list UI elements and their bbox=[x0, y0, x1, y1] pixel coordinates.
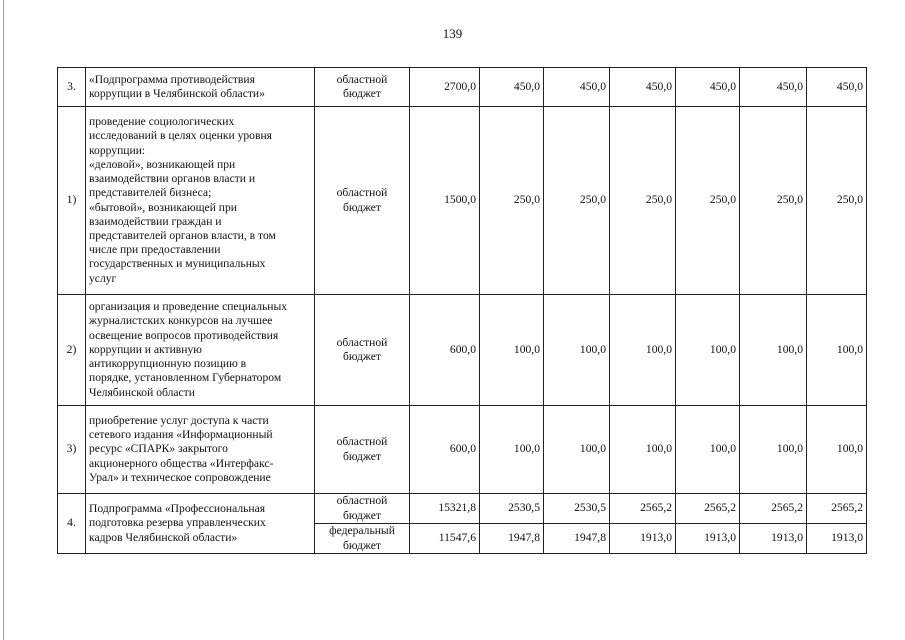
text-line: представителей бизнеса; bbox=[89, 186, 212, 200]
text-line: сетевого издания «Информационный bbox=[89, 428, 273, 442]
text-line: Челябинской области bbox=[89, 385, 195, 399]
amount-cell: 15321,8 bbox=[410, 494, 480, 524]
text-line: бюджет bbox=[343, 508, 381, 522]
text-line: областной bbox=[336, 494, 388, 508]
amount-cell: 250,0 bbox=[544, 107, 610, 295]
amount-cell: 100,0 bbox=[544, 295, 610, 406]
text-line: бюджет bbox=[343, 87, 381, 100]
amount-cell: 450,0 bbox=[610, 68, 676, 107]
amount-cell: 1913,0 bbox=[610, 524, 676, 554]
text-line: Урал» и техническое сопровождение bbox=[89, 470, 271, 484]
text-line: «деловой», возникающей при bbox=[89, 157, 236, 171]
text-line: подготовка резерва управленческих bbox=[89, 516, 266, 530]
amount-cell: 100,0 bbox=[610, 295, 676, 406]
text-line: коррупции и активную bbox=[89, 342, 202, 356]
funding-source bbox=[315, 524, 410, 554]
program-title bbox=[86, 494, 315, 554]
amount-cell: 100,0 bbox=[544, 406, 610, 494]
text-line: журналистских конкурсов на лучшее bbox=[89, 314, 273, 328]
text-line: исследований в целях оценки уровня bbox=[89, 129, 272, 143]
amount-cell: 100,0 bbox=[480, 295, 544, 406]
amount-cell: 450,0 bbox=[807, 68, 867, 107]
text-line: кадров Челябинской области» bbox=[89, 530, 238, 544]
amount-cell: 450,0 bbox=[544, 68, 610, 107]
table-row bbox=[58, 107, 867, 295]
amount-cell: 250,0 bbox=[740, 107, 807, 295]
text-line: взаимодействии органов власти и bbox=[89, 172, 256, 186]
text-line: федеральный bbox=[329, 524, 395, 538]
text-line: бюджет bbox=[343, 449, 381, 463]
text-line: числе при предоставлении bbox=[89, 243, 221, 257]
amount-cell: 1913,0 bbox=[807, 524, 867, 554]
amount-cell: 250,0 bbox=[480, 107, 544, 295]
text-line: антикоррупционную позицию в bbox=[89, 357, 247, 371]
amount-cell: 1947,8 bbox=[544, 524, 610, 554]
text-line: порядке, установленном Губернатором bbox=[89, 371, 282, 385]
table-row bbox=[58, 295, 867, 406]
amount-cell: 1500,0 bbox=[410, 107, 480, 295]
amount-cell: 100,0 bbox=[610, 406, 676, 494]
program-title bbox=[86, 107, 315, 295]
amount-cell: 100,0 bbox=[740, 295, 807, 406]
amount-cell: 250,0 bbox=[610, 107, 676, 295]
amount-cell: 600,0 bbox=[410, 406, 480, 494]
text-line: областной bbox=[336, 72, 388, 86]
text-line: областной bbox=[336, 435, 388, 449]
program-title bbox=[86, 295, 315, 406]
text-line: представителей органов власти, в том bbox=[89, 228, 276, 242]
amount-cell: 100,0 bbox=[480, 406, 544, 494]
amount-cell: 2565,2 bbox=[610, 494, 676, 524]
amount-cell: 250,0 bbox=[676, 107, 740, 295]
text-line: бюджет bbox=[343, 538, 381, 552]
text-line: «бытовой», возникающей при bbox=[89, 200, 238, 214]
row-number: 1) bbox=[58, 107, 86, 295]
text-line: «Подпрограмма противодействия bbox=[89, 72, 255, 86]
funding-source bbox=[315, 107, 410, 295]
funding-source bbox=[315, 295, 410, 406]
text-line: коррупции в Челябинской области» bbox=[89, 87, 265, 100]
program-title bbox=[86, 68, 315, 107]
table-row bbox=[58, 68, 867, 107]
budget-table bbox=[57, 67, 867, 554]
text-line: акционерного общества «Интерфакс- bbox=[89, 456, 274, 470]
funding-source bbox=[315, 406, 410, 494]
amount-cell: 2530,5 bbox=[480, 494, 544, 524]
amount-cell: 450,0 bbox=[676, 68, 740, 107]
amount-cell: 100,0 bbox=[807, 295, 867, 406]
amount-cell: 11547,6 bbox=[410, 524, 480, 554]
amount-cell: 600,0 bbox=[410, 295, 480, 406]
row-number: 3. bbox=[58, 68, 86, 107]
text-line: услуг bbox=[89, 271, 117, 285]
amount-cell: 100,0 bbox=[807, 406, 867, 494]
text-line: бюджет bbox=[343, 350, 381, 363]
text-line: областной bbox=[336, 335, 388, 349]
amount-cell: 450,0 bbox=[480, 68, 544, 107]
row-number: 4. bbox=[58, 494, 86, 554]
text-line: организация и проведение специальных bbox=[89, 300, 288, 314]
amount-cell: 1913,0 bbox=[676, 524, 740, 554]
funding-source bbox=[315, 68, 410, 107]
text-line: государственных и муниципальных bbox=[89, 257, 266, 271]
amount-cell: 1913,0 bbox=[740, 524, 807, 554]
amount-cell: 2700,0 bbox=[410, 68, 480, 107]
funding-source bbox=[315, 494, 410, 524]
program-title bbox=[86, 406, 315, 494]
amount-cell: 2565,2 bbox=[676, 494, 740, 524]
amount-cell: 2530,5 bbox=[544, 494, 610, 524]
row-number: 2) bbox=[58, 295, 86, 406]
amount-cell: 450,0 bbox=[740, 68, 807, 107]
amount-cell: 100,0 bbox=[676, 295, 740, 406]
amount-cell: 1947,8 bbox=[480, 524, 544, 554]
text-line: Подпрограмма «Профессиональная bbox=[89, 502, 266, 516]
amount-cell: 100,0 bbox=[740, 406, 807, 494]
text-line: бюджет bbox=[343, 200, 381, 214]
amount-cell: 2565,2 bbox=[807, 494, 867, 524]
text-line: проведение социологических bbox=[89, 115, 235, 129]
text-line: освещение вопросов противодействия bbox=[89, 328, 279, 342]
row-number: 3) bbox=[58, 406, 86, 494]
table-row bbox=[58, 494, 867, 524]
page-number: 139 bbox=[442, 26, 463, 41]
page-edge-line bbox=[3, 0, 4, 640]
text-line: коррупции: bbox=[89, 143, 146, 157]
text-line: ресурс «СПАРК» закрытого bbox=[89, 442, 228, 456]
amount-cell: 100,0 bbox=[676, 406, 740, 494]
amount-cell: 2565,2 bbox=[740, 494, 807, 524]
text-line: областной bbox=[336, 186, 388, 200]
text-line: приобретение услуг доступа к части bbox=[89, 413, 269, 427]
table-row bbox=[58, 406, 867, 494]
amount-cell: 250,0 bbox=[807, 107, 867, 295]
text-line: взаимодействии граждан и bbox=[89, 214, 222, 228]
